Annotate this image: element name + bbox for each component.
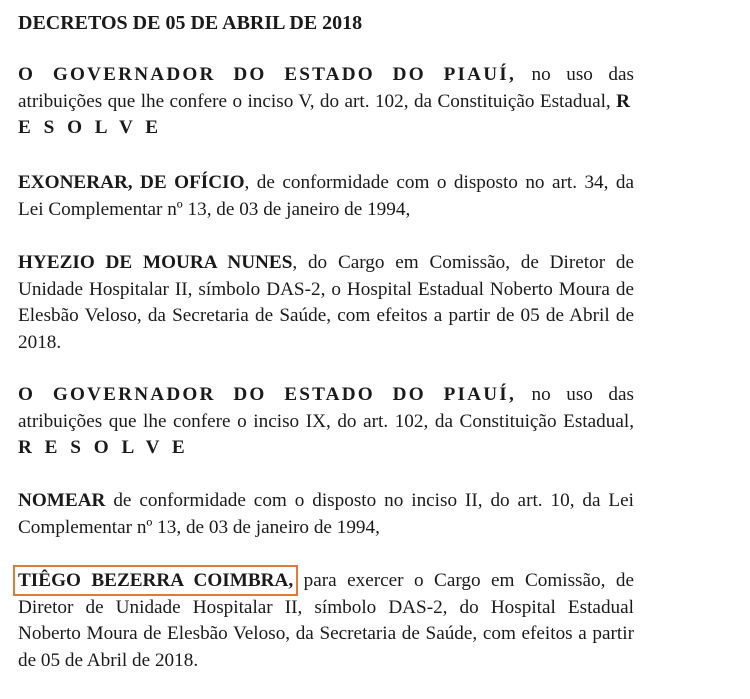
paragraph-governor-exonerar bbox=[18, 62, 634, 142]
paragraph-text: , do Cargo em Comissão, de Diretor de Unidade Hospitalar II, símbolo DAS-2, o Hospital Estadual Noberto Moura de Elesbão Veloso, da Secretaria de Saúde, com efeitos a partir de 05 de Abril de 2018. bbox=[18, 252, 634, 353]
action-heading: NOMEAR bbox=[18, 490, 106, 511]
name-comma: , bbox=[288, 570, 294, 591]
paragraph-governor-nomear bbox=[18, 382, 634, 462]
paragraph-appointed-person bbox=[18, 568, 634, 674]
paragraph-exonerar bbox=[18, 170, 634, 223]
decree-title: DECRETOS DE 05 DE ABRIL DE 2018 bbox=[18, 12, 363, 34]
paragraph-nomear bbox=[18, 488, 634, 541]
highlighted-person-name bbox=[18, 570, 293, 591]
action-heading: EXONERAR, DE OFÍCIO bbox=[18, 172, 245, 193]
resolve-word: R E S O L V E bbox=[18, 437, 189, 458]
paragraph-text: no uso das atribuições que lhe confere o inciso V, do art. 102, da Constituição Estadual, bbox=[18, 64, 634, 112]
person-name: HYEZIO DE MOURA NUNES bbox=[18, 252, 293, 273]
paragraph-text: no uso das atribuições que lhe confere o inciso IX, do art. 102, da Constituição Estadual, bbox=[18, 384, 634, 432]
person-name: TIÊGO BEZERRA COIMBRA bbox=[18, 570, 289, 591]
governor-heading: O GOVERNADOR DO ESTADO DO PIAUÍ, bbox=[18, 64, 516, 85]
paragraph-text: , de conformidade com o disposto no art. 34, da Lei Complementar nº 13, de 03 de janeiro de 1994, bbox=[18, 172, 634, 220]
paragraph-exonerated-person bbox=[18, 250, 634, 356]
resolve-word: R E S O L V E bbox=[18, 90, 634, 138]
paragraph-text: de conformidade com o disposto no inciso II, do art. 10, da Lei Complementar nº 13, de 03 de janeiro de 1994, bbox=[18, 490, 634, 538]
paragraph-text: para exercer o Cargo em Comissão, de Diretor de Unidade Hospitalar II, símbolo DAS-2, do Hospital Estadual Noberto Moura de Elesbão Veloso, da Secretaria de Saúde, com efeitos a partir de 05 de Abril de 2018. bbox=[18, 570, 634, 671]
governor-heading: O GOVERNADOR DO ESTADO DO PIAUÍ, bbox=[18, 384, 516, 405]
